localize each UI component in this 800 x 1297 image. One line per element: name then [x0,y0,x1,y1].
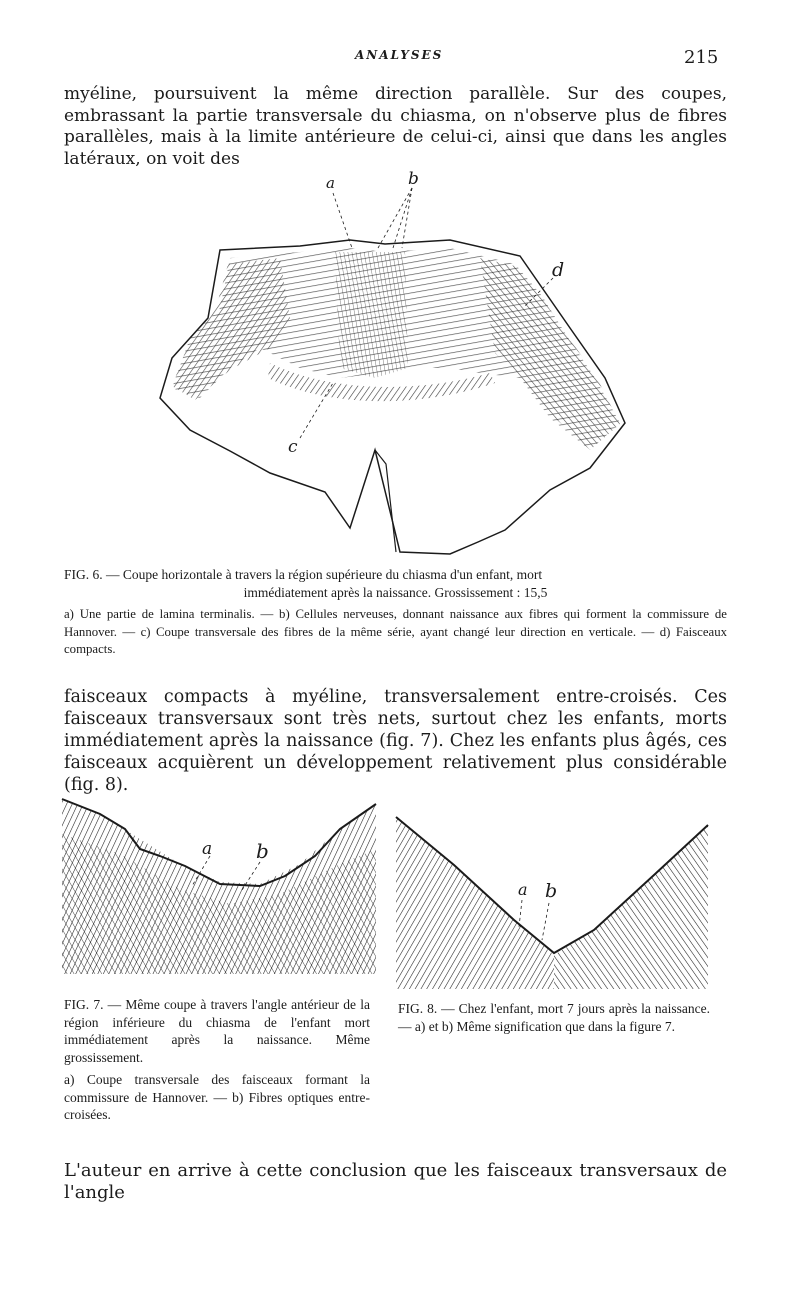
figure-7-angle-section [60,794,378,980]
fig7-label-b: b [256,839,269,863]
fig6-label-c: c [288,437,298,457]
figure-7-caption [64,996,370,1124]
page-number: 215 [684,47,719,68]
fig8-tissue-right [554,825,708,989]
fig8-label-b: b [545,880,558,902]
figure-7-caption-text: FIG. 7. — Même coupe à travers l'angle antérieur de la région inférieure du chiasma de l'enfant mort immédiatement après la naissance. Même grossissement. [64,997,370,1065]
running-header [0,44,800,68]
fig6-label-d: d [552,259,565,281]
fig7-label-a: a [202,839,213,859]
figure-6-caption-line-1: FIG. 6. — Coupe horizontale à travers la région supérieure du chiasma d'un enfant, mort [64,567,543,582]
figure-8-angle-section [394,815,710,991]
running-title: ANALYSES [355,48,444,62]
fig6-label-b: b [408,169,419,189]
body-paragraph-1: myéline, poursuivent la même direction parallèle. Sur des coupes, embrassant la partie transversale du chiasma, on n'observe plus de fibres parallèles, mais à la limite antérieure de celui-ci, ainsi que dans les angles latéraux, on voit des [64,84,727,169]
figure-6-caption-line-2: immédiatement après la naissance. Grossissement : 15,5 [243,584,548,600]
fig6-central-region [335,252,408,378]
figure-8-caption: FIG. 8. — Chez l'enfant, mort 7 jours après la naissance. — a) et b) Même signification que dans la figure 7. [398,1001,710,1034]
figure-6-legend: a) Une partie de lamina terminalis. — b) Cellules nerveuses, donnant naissance aux fibres qui forment la commissure de Hannover. — c) Coupe transversale des fibres de la même série, ayant changé leur direction en verticale. — d) Faisceaux compacts. [64,607,727,656]
fig8-tissue-left [396,817,554,989]
figure-6-chiasma-section [150,168,630,560]
fig6-label-a: a [326,174,335,192]
figure-7-legend: a) Coupe transversale des faisceaux formant la commissure de Hannover. — b) Fibres optiques entre-croisées. [64,1072,370,1122]
body-paragraph-2: faisceaux compacts à myéline, transversalement entre-croisés. Ces faisceaux transversaux sont très nets, surtout chez les enfants, morts immédiatement après la naissance (fig. 7). Chez les enfants plus âgés, ces faisceaux acquièrent un développement relativement plus considérable (fig. 8). [64,687,727,795]
body-paragraph-3: L'auteur en arrive à cette conclusion que les faisceaux transversaux de l'angle [64,1160,727,1203]
fig8-label-a: a [518,880,528,899]
figure-6-caption [64,566,727,659]
